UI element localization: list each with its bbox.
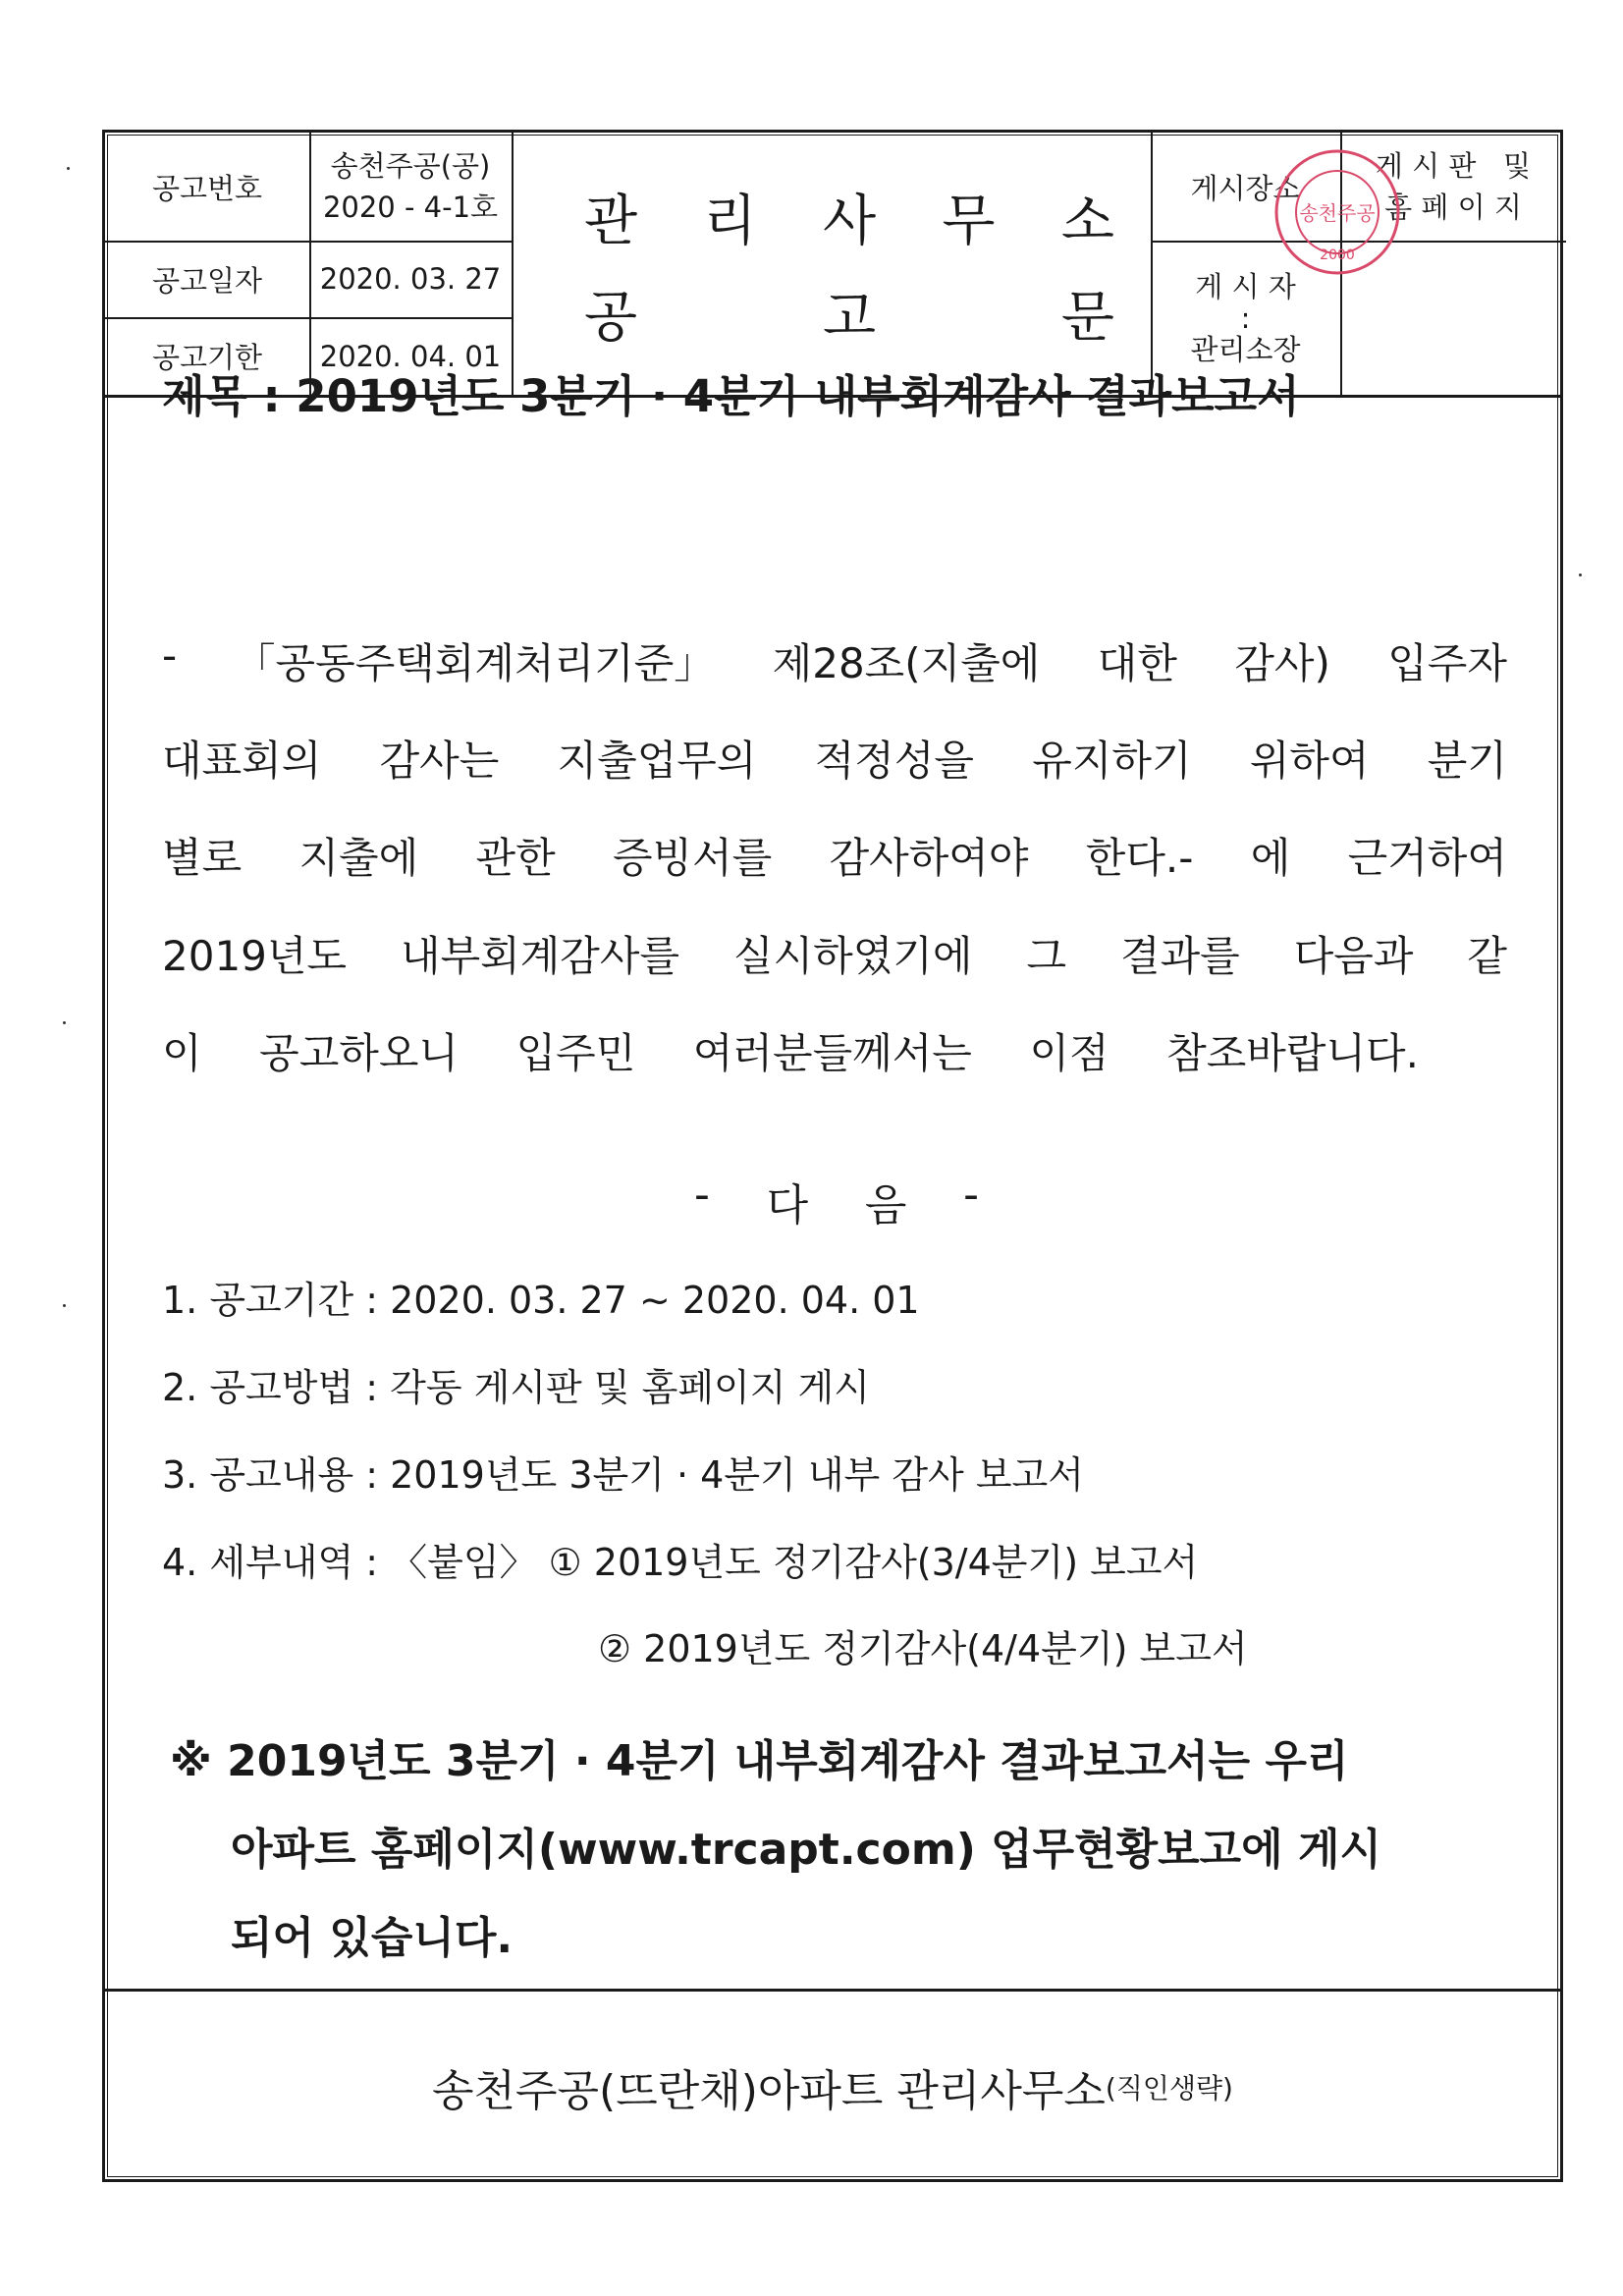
notice-title — [584, 274, 1114, 353]
notice-title-char: 공 — [584, 286, 638, 350]
notice-no-value-cell — [309, 133, 512, 241]
daeum-char: - — [694, 1170, 710, 1220]
paragraph-word: 감사는 — [379, 737, 500, 785]
seal-text: 송천주공 — [1299, 201, 1376, 225]
paragraph-word: 입주자 — [1387, 639, 1507, 687]
notice-no-value-line1: 송천주공(공) — [330, 149, 491, 183]
notice-date-value: 2020. 03. 27 — [319, 262, 502, 296]
notice-title-char: 고 — [822, 286, 877, 350]
paragraph-word: 감사하여야 — [829, 834, 1029, 882]
paragraph-word: 유지하기 — [1032, 737, 1192, 785]
paragraph-word: 대한 — [1097, 639, 1177, 687]
paragraph-word: 참조바랍니다. — [1166, 1029, 1419, 1077]
notice-title-char: 문 — [1060, 286, 1114, 350]
paragraph-line-1 — [162, 631, 1507, 690]
paragraph-word: 관한 — [475, 834, 556, 882]
paragraph-line-3 — [162, 826, 1507, 885]
notice-subject: 제목 : 2019년도 3분기 · 4분기 내부회계감사 결과보고서 — [162, 370, 1300, 422]
office-title-char: 소 — [1060, 190, 1114, 253]
header-divider — [512, 133, 514, 395]
paragraph-word: 한다.- — [1085, 834, 1194, 882]
paragraph-word: 적정성을 — [814, 737, 974, 785]
paragraph-word: 입주민 — [515, 1029, 636, 1077]
daeum-char: 다 — [766, 1180, 809, 1230]
posting-place-value-line2: 홈 페 이 지 — [1384, 191, 1522, 224]
footer-seal-omitted: (직인생략) — [1105, 2072, 1233, 2105]
paragraph-word: 내부회계감사를 — [401, 932, 680, 980]
seal-year: 2000 — [1320, 247, 1355, 263]
notice-footer — [105, 1989, 1560, 2182]
posting-place-value-line1: 게 시 판 및 — [1375, 149, 1532, 183]
paragraph-word: 여러분들께서는 — [692, 1029, 972, 1077]
note-line: ※ 2019년도 3분기 · 4분기 내부회계감사 결과보고서는 우리 — [170, 1736, 1349, 1786]
paragraph-word: 대표회의 — [162, 737, 322, 785]
paragraph-line-4 — [162, 924, 1507, 983]
daeum-heading — [694, 1170, 979, 1232]
paragraph-word: 같 — [1467, 932, 1507, 980]
notice-date-label-cell — [105, 241, 309, 317]
paragraph-word: 지출에 — [298, 834, 419, 882]
paragraph-word: 다음과 — [1293, 932, 1414, 980]
paragraph-word: 공고하오니 — [259, 1029, 460, 1077]
paragraph-word: 제28조(지출에 — [772, 639, 1041, 687]
notice-no-label: 공고번호 — [151, 171, 263, 205]
list-item: 3. 공고내용 : 2019년도 3분기 · 4분기 내부 감사 보고서 — [162, 1453, 1084, 1497]
note-line: 되어 있습니다. — [231, 1913, 514, 1963]
daeum-char: 음 — [864, 1180, 907, 1230]
list-item: 2. 공고방법 : 각동 게시판 및 홈페이지 게시 — [162, 1366, 870, 1409]
paragraph-word: 분기 — [1427, 737, 1507, 785]
office-title-char: 리 — [703, 190, 757, 253]
posting-place-label: 게시장소 — [1190, 171, 1301, 205]
paragraph-word: - — [162, 631, 178, 680]
paragraph-word: 근거하여 — [1347, 834, 1507, 882]
notice-frame — [102, 130, 1563, 2182]
note-line: 아파트 홈페이지(www.trcapt.com) 업무현황보고에 게시 — [231, 1825, 1381, 1875]
notice-date-label: 공고일자 — [151, 263, 263, 298]
office-title-char: 관 — [584, 190, 638, 253]
paragraph-word: 증빙서를 — [612, 834, 773, 882]
notice-date-value-cell — [309, 241, 512, 317]
list-item: 1. 공고기간 : 2020. 03. 27 ~ 2020. 04. 01 — [162, 1279, 920, 1322]
poster-label-line1: 게 시 자 — [1195, 269, 1296, 303]
notice-no-value-line2: 2020 - 4-1호 — [322, 191, 499, 224]
list-item: ② 2019년도 정기감사(4/4분기) 보고서 — [598, 1627, 1248, 1670]
paragraph-word: 이점 — [1029, 1029, 1109, 1077]
deadline-value: 2020. 04. 01 — [319, 339, 502, 373]
poster-label-colon: : — [1240, 301, 1251, 335]
daeum-char: - — [963, 1170, 979, 1220]
official-seal-icon — [1271, 145, 1404, 279]
paragraph-word: 이 — [162, 1029, 202, 1077]
office-title — [584, 178, 1114, 256]
footer-office-name: 송천주공(뜨란채)아파트 관리사무소 — [432, 2066, 1106, 2116]
scan-speck — [63, 1304, 66, 1307]
notice-no-label-cell — [105, 133, 309, 241]
office-title-char: 사 — [822, 190, 877, 253]
scan-speck — [63, 1021, 66, 1024]
paragraph-word: 그 — [1026, 932, 1067, 980]
deadline-label: 공고기한 — [151, 341, 263, 374]
paragraph-word: 지출업무의 — [557, 737, 757, 785]
paragraph-line-5 — [162, 1021, 1419, 1080]
scan-speck — [67, 167, 70, 170]
paragraph-word: 위하여 — [1249, 737, 1370, 785]
poster-label-line2: 관리소장 — [1190, 332, 1301, 366]
list-item: 4. 세부내역 : 〈붙임〉 ① 2019년도 정기감사(3/4분기) 보고서 — [162, 1541, 1199, 1584]
paragraph-word: 에 — [1250, 834, 1291, 882]
scan-speck — [1579, 574, 1582, 576]
paragraph-word: 결과를 — [1120, 932, 1240, 980]
paragraph-line-2 — [162, 729, 1507, 788]
office-title-char: 무 — [942, 190, 996, 253]
paragraph-word: 실시하였기에 — [733, 932, 973, 980]
paragraph-word: 「공동주택회계처리기준」 — [234, 639, 716, 687]
paragraph-word: 별로 — [162, 834, 243, 882]
paragraph-word: 2019년도 — [162, 932, 348, 980]
paragraph-word: 감사) — [1234, 639, 1330, 687]
